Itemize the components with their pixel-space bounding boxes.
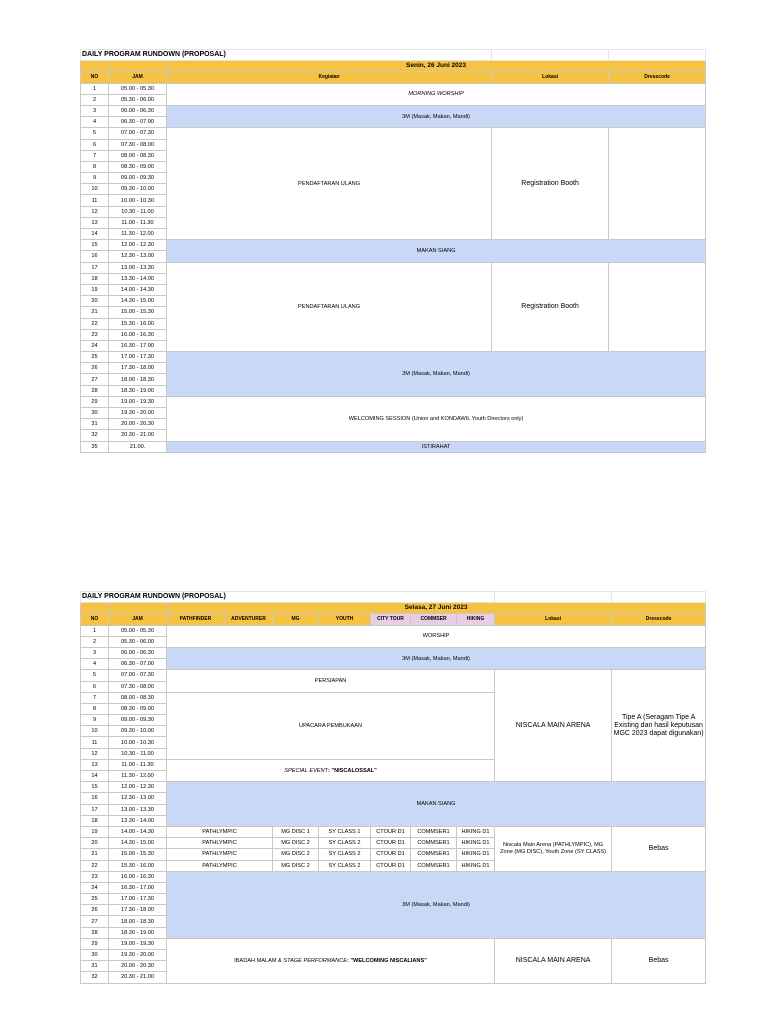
col-kegiatan: Kegiatan (167, 72, 492, 83)
breakout-youth: SY CLASS 2 (319, 838, 371, 849)
row-time: 12.30 - 13.00 (109, 251, 167, 262)
row-time: 05.30 - 06.00 (109, 94, 167, 105)
table-row (81, 782, 706, 793)
col-lokasi: Lokasi (495, 614, 612, 625)
breakout-city-tour: CTOUR D1 (371, 826, 411, 837)
location-cell: Niscala Main Arena (PATHLYMPIC), MG Zone (MG DISC), Youth Zone (SY CLASS) (495, 826, 612, 871)
breakout-commser: COMMSER1 (411, 826, 457, 837)
row-time: 17.30 - 18.00 (109, 905, 167, 916)
row-time: 19.00 - 19.30 (109, 396, 167, 407)
breakout-mg: MG DISC 2 (273, 860, 319, 871)
activity-cell: 3M (Masak, Makan, Mandi) (167, 871, 706, 938)
row-time: 05.00 - 05.30 (109, 625, 167, 636)
row-no: 25 (81, 352, 109, 363)
col-youth: YOUTH (319, 614, 371, 625)
row-no: 29 (81, 396, 109, 407)
col-no: NO (81, 614, 109, 625)
row-time: 13.00 - 13.30 (109, 804, 167, 815)
row-time: 06.30 - 07.00 (109, 659, 167, 670)
row-time: 06.00 - 06.30 (109, 105, 167, 116)
row-time: 11.00 - 11.30 (109, 217, 167, 228)
table-row (81, 262, 706, 273)
row-no: 8 (81, 703, 109, 714)
row-time: 08.00 - 08.30 (109, 692, 167, 703)
activity-cell: MAKAN SIANG (167, 782, 706, 827)
row-time: 19.30 - 20.00 (109, 950, 167, 961)
row-no: 5 (81, 670, 109, 681)
table-row (81, 396, 706, 407)
row-no: 7 (81, 150, 109, 161)
row-no: 10 (81, 184, 109, 195)
row-time: 17.00 - 17.30 (109, 894, 167, 905)
row-time: 16.30 - 17.00 (109, 340, 167, 351)
table-row (81, 441, 706, 452)
row-no: 12 (81, 206, 109, 217)
table-row (81, 128, 706, 139)
row-time: 18.30 - 19.00 (109, 927, 167, 938)
row-no: 29 (81, 938, 109, 949)
row-time: 09.00 - 09.30 (109, 173, 167, 184)
table-row (81, 647, 706, 658)
activity-cell: 3M (Masak, Makan, Mandi) (167, 105, 706, 127)
breakout-commser: COMMSER1 (411, 838, 457, 849)
col-adventurer: ADVENTURER (225, 614, 273, 625)
row-no: 12 (81, 748, 109, 759)
special-event-name: : "NISCALOSSAL" (328, 767, 377, 774)
row-time: 10.00 - 10.30 (109, 737, 167, 748)
row-no: 23 (81, 871, 109, 882)
row-time: 18.00 - 18.30 (109, 916, 167, 927)
location-cell: Registration Booth (492, 128, 609, 240)
col-mg: MG (273, 614, 319, 625)
row-time: 09.00 - 09.30 (109, 715, 167, 726)
dresscode-cell: Tipe A (Seragam Tipe A Existing dan hasil keputusan MGC 2023 dapat digunakan) (612, 670, 706, 782)
row-no: 1 (81, 625, 109, 636)
breakout-mg: MG DISC 2 (273, 849, 319, 860)
row-time: 07.30 - 08.00 (109, 681, 167, 692)
row-no: 27 (81, 916, 109, 927)
col-hiking: HIKING (457, 614, 495, 625)
row-time: 05.00 - 05.30 (109, 83, 167, 94)
row-time: 14.30 - 15.00 (109, 838, 167, 849)
activity-cell: PENDAFTARAN ULANG (167, 262, 492, 352)
activity-cell: UPACARA PEMBUKAAN (167, 692, 495, 759)
activity-cell: 3M (Masak, Makan, Mandi) (167, 352, 706, 397)
activity-cell: 3M (Masak, Makan, Mandi) (167, 647, 706, 669)
row-time: 06.00 - 06.30 (109, 647, 167, 658)
row-time: 07.00 - 07.30 (109, 670, 167, 681)
row-no: 16 (81, 251, 109, 262)
row-no: 28 (81, 385, 109, 396)
row-no: 9 (81, 715, 109, 726)
row-time: 11.30 - 12.00 (109, 771, 167, 782)
table-row (81, 105, 706, 116)
special-event-label: SPECIAL EVENT (284, 767, 328, 774)
col-city-tour: CITY TOUR (371, 614, 411, 625)
row-no: 22 (81, 860, 109, 871)
row-no: 19 (81, 284, 109, 295)
breakout-youth: SY CLASS 2 (319, 849, 371, 860)
row-no: 32 (81, 972, 109, 983)
breakout-hiking: HIKING D1 (457, 838, 495, 849)
table-row (81, 352, 706, 363)
breakout-hiking: HIKING D1 (457, 849, 495, 860)
row-no: 17 (81, 804, 109, 815)
table-row (81, 871, 706, 882)
table-row (81, 625, 706, 636)
row-time: 17.00 - 17.30 (109, 352, 167, 363)
row-no: 15 (81, 240, 109, 251)
row-no: 13 (81, 759, 109, 770)
breakout-hiking: HIKING D1 (457, 860, 495, 871)
ibadah-stage-label: STAGE PERFORMANCE (283, 957, 347, 964)
row-time: 10.30 - 11.00 (109, 206, 167, 217)
row-time: 19.30 - 20.00 (109, 408, 167, 419)
row-no: 20 (81, 296, 109, 307)
row-no: 6 (81, 681, 109, 692)
row-time: 21.00. (109, 441, 167, 452)
dresscode-cell: Bebas (612, 826, 706, 871)
table-row (81, 670, 706, 681)
row-time: 16.30 - 17.00 (109, 882, 167, 893)
row-no: 30 (81, 950, 109, 961)
row-no: 11 (81, 737, 109, 748)
row-no: 3 (81, 105, 109, 116)
sheet-title: DAILY PROGRAM RUNDOWN (PROPOSAL) (81, 50, 492, 61)
row-time: 13.00 - 13.30 (109, 262, 167, 273)
row-time: 17.30 - 18.00 (109, 363, 167, 374)
row-no: 24 (81, 882, 109, 893)
row-no: 11 (81, 195, 109, 206)
row-time: 14.00 - 14.30 (109, 284, 167, 295)
row-time: 12.00 - 12.30 (109, 240, 167, 251)
breakout-city-tour: CTOUR D1 (371, 849, 411, 860)
row-time: 18.00 - 18.30 (109, 374, 167, 385)
row-no: 31 (81, 961, 109, 972)
row-time: 18.30 - 19.00 (109, 385, 167, 396)
row-time: 20.00 - 20.30 (109, 419, 167, 430)
row-no: 19 (81, 826, 109, 837)
row-no: 26 (81, 905, 109, 916)
row-time: 16.00 - 16.30 (109, 871, 167, 882)
row-no: 32 (81, 430, 109, 441)
activity-cell: ISTIRAHAT (167, 441, 706, 452)
row-no: 28 (81, 927, 109, 938)
ibadah-cell (167, 938, 495, 983)
breakout-city-tour: CTOUR D1 (371, 838, 411, 849)
row-no: 4 (81, 117, 109, 128)
col-pathfinder: PATHFINDER (167, 614, 225, 625)
row-time: 09.30 - 10.00 (109, 726, 167, 737)
row-no: 10 (81, 726, 109, 737)
row-time: 08.00 - 08.30 (109, 150, 167, 161)
breakout-pathfinder: PATHLYMPIC (167, 849, 273, 860)
col-no: NO (81, 72, 109, 83)
breakout-pathfinder: PATHLYMPIC (167, 860, 273, 871)
table-row (81, 826, 706, 837)
col-lokasi: Lokasi (492, 72, 609, 83)
special-event-cell (167, 759, 495, 781)
rundown-sheet-day1 (80, 49, 705, 453)
row-no: 16 (81, 793, 109, 804)
row-no: 24 (81, 340, 109, 351)
col-dresscode: Dresscode (609, 72, 706, 83)
row-no: 30 (81, 408, 109, 419)
breakout-pathfinder: PATHLYMPIC (167, 838, 273, 849)
sheet-title: DAILY PROGRAM RUNDOWN (PROPOSAL) (81, 592, 495, 603)
row-no: 2 (81, 636, 109, 647)
row-no: 7 (81, 692, 109, 703)
location-cell: NISCALA MAIN ARENA (495, 938, 612, 983)
row-time: 14.30 - 15.00 (109, 296, 167, 307)
rundown-table-day2 (80, 591, 706, 984)
row-no: 18 (81, 815, 109, 826)
row-no: 27 (81, 374, 109, 385)
row-time: 06.30 - 07.00 (109, 117, 167, 128)
row-time: 11.00 - 11.30 (109, 759, 167, 770)
activity-cell: WELCOMING SESSION (Union and KONDAWIL Youth Directors only) (167, 396, 706, 441)
row-no: 20 (81, 838, 109, 849)
row-time: 16.00 - 16.30 (109, 329, 167, 340)
breakout-commser: COMMSER1 (411, 849, 457, 860)
row-no: 21 (81, 849, 109, 860)
row-no: 26 (81, 363, 109, 374)
location-cell: NISCALA MAIN ARENA (495, 670, 612, 782)
row-no: 22 (81, 318, 109, 329)
activity-cell: WORSHIP (167, 625, 706, 647)
row-no: 2 (81, 94, 109, 105)
row-no: 21 (81, 307, 109, 318)
date-header: Senin, 26 Juni 2023 (167, 61, 706, 72)
col-jam: JAM (109, 614, 167, 625)
ibadah-label: IBADAH MALAM & (234, 957, 284, 964)
row-time: 08.30 - 09.00 (109, 161, 167, 172)
activity-cell: PERSIAPAN (167, 670, 495, 692)
row-no: 13 (81, 217, 109, 228)
row-time: 08.30 - 09.00 (109, 703, 167, 714)
row-time: 05.30 - 06.00 (109, 636, 167, 647)
row-time: 15.30 - 16.00 (109, 318, 167, 329)
activity-cell: PENDAFTARAN ULANG (167, 128, 492, 240)
row-no: 14 (81, 771, 109, 782)
row-time: 20.30 - 21.00 (109, 972, 167, 983)
row-time: 10.30 - 11.00 (109, 748, 167, 759)
dresscode-cell (609, 128, 706, 240)
table-row (81, 938, 706, 949)
row-no: 18 (81, 273, 109, 284)
row-time: 07.30 - 08.00 (109, 139, 167, 150)
table-row (81, 240, 706, 251)
row-time: 14.00 - 14.30 (109, 826, 167, 837)
row-time: 13.30 - 14.00 (109, 815, 167, 826)
table-row (81, 83, 706, 94)
breakout-mg: MG DISC 2 (273, 838, 319, 849)
breakout-youth: SY CLASS 2 (319, 860, 371, 871)
row-time: 15.00 - 15.30 (109, 307, 167, 318)
row-no: 5 (81, 128, 109, 139)
breakout-hiking: HIKING D1 (457, 826, 495, 837)
rundown-table-day1 (80, 49, 706, 453)
row-no: 35 (81, 441, 109, 452)
rundown-sheet-day2 (80, 591, 705, 984)
breakout-city-tour: CTOUR D1 (371, 860, 411, 871)
row-no: 25 (81, 894, 109, 905)
row-no: 14 (81, 229, 109, 240)
row-no: 23 (81, 329, 109, 340)
row-no: 8 (81, 161, 109, 172)
row-no: 6 (81, 139, 109, 150)
row-time: 07.00 - 07.30 (109, 128, 167, 139)
activity-cell: MORNING WORSHIP (167, 83, 706, 105)
row-time: 11.30 - 12.00 (109, 229, 167, 240)
row-no: 1 (81, 83, 109, 94)
breakout-mg: MG DISC 1 (273, 826, 319, 837)
col-dresscode: Dresscode (612, 614, 706, 625)
row-time: 15.30 - 16.00 (109, 860, 167, 871)
row-no: 17 (81, 262, 109, 273)
breakout-youth: SY CLASS 1 (319, 826, 371, 837)
row-time: 19.00 - 19.30 (109, 938, 167, 949)
row-time: 12.00 - 12.30 (109, 782, 167, 793)
row-time: 20.00 - 20.30 (109, 961, 167, 972)
row-no: 4 (81, 659, 109, 670)
dresscode-cell: Bebas (612, 938, 706, 983)
row-no: 3 (81, 647, 109, 658)
activity-cell: MAKAN SIANG (167, 240, 706, 262)
row-time: 13.30 - 14.00 (109, 273, 167, 284)
row-no: 9 (81, 173, 109, 184)
col-commser: COMMSER (411, 614, 457, 625)
breakout-commser: COMMSER1 (411, 860, 457, 871)
breakout-pathfinder: PATHLYMPIC (167, 826, 273, 837)
ibadah-name: : "WELCOMING NISCALIANS" (346, 957, 427, 964)
row-time: 10.00 - 10.30 (109, 195, 167, 206)
row-time: 12.30 - 13.00 (109, 793, 167, 804)
col-jam: JAM (109, 72, 167, 83)
date-header: Selasa, 27 Juni 2023 (167, 603, 706, 614)
dresscode-cell (609, 262, 706, 352)
row-time: 09.30 - 10.00 (109, 184, 167, 195)
row-no: 31 (81, 419, 109, 430)
location-cell: Registration Booth (492, 262, 609, 352)
row-time: 20.30 - 21.00 (109, 430, 167, 441)
row-no: 15 (81, 782, 109, 793)
row-time: 15.00 - 15.30 (109, 849, 167, 860)
